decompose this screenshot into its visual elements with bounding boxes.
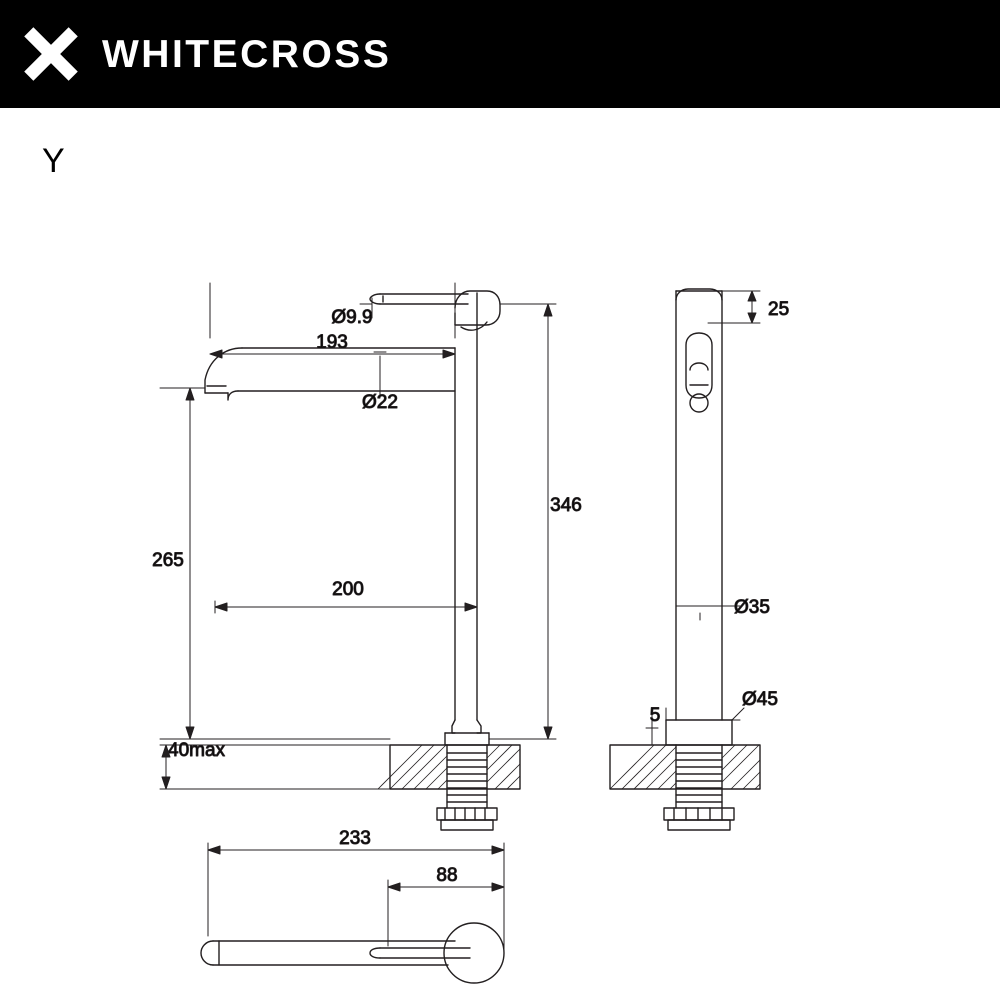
dim-265: 265 [152, 550, 184, 571]
dim-35: Ø35 [734, 597, 770, 618]
drawing-sheet [0, 108, 1000, 1000]
brand-name: WHITECROSS [102, 32, 392, 76]
side-view-dimensions [646, 291, 789, 745]
dim-233: 233 [339, 828, 371, 849]
dim-200: 200 [332, 579, 364, 600]
dim-88: 88 [436, 865, 458, 886]
front-view-geometry [205, 291, 520, 830]
dim-22: Ø22 [362, 392, 398, 413]
top-view-dimensions [208, 828, 504, 953]
model-label: Y [42, 142, 65, 180]
dim-40max: 40max [168, 740, 226, 761]
side-view-geometry [610, 289, 760, 830]
dim-45: Ø45 [742, 689, 778, 710]
dim-9-9: Ø9.9 [331, 307, 373, 328]
dim-346: 346 [550, 495, 582, 516]
top-view-geometry [201, 923, 504, 983]
technical-drawing [0, 108, 1000, 1000]
brand-header [0, 0, 1000, 108]
x-cross-logo-icon [22, 25, 80, 83]
dim-5: 5 [649, 705, 661, 726]
dim-193: 193 [316, 332, 348, 353]
dim-25: 25 [768, 299, 790, 320]
